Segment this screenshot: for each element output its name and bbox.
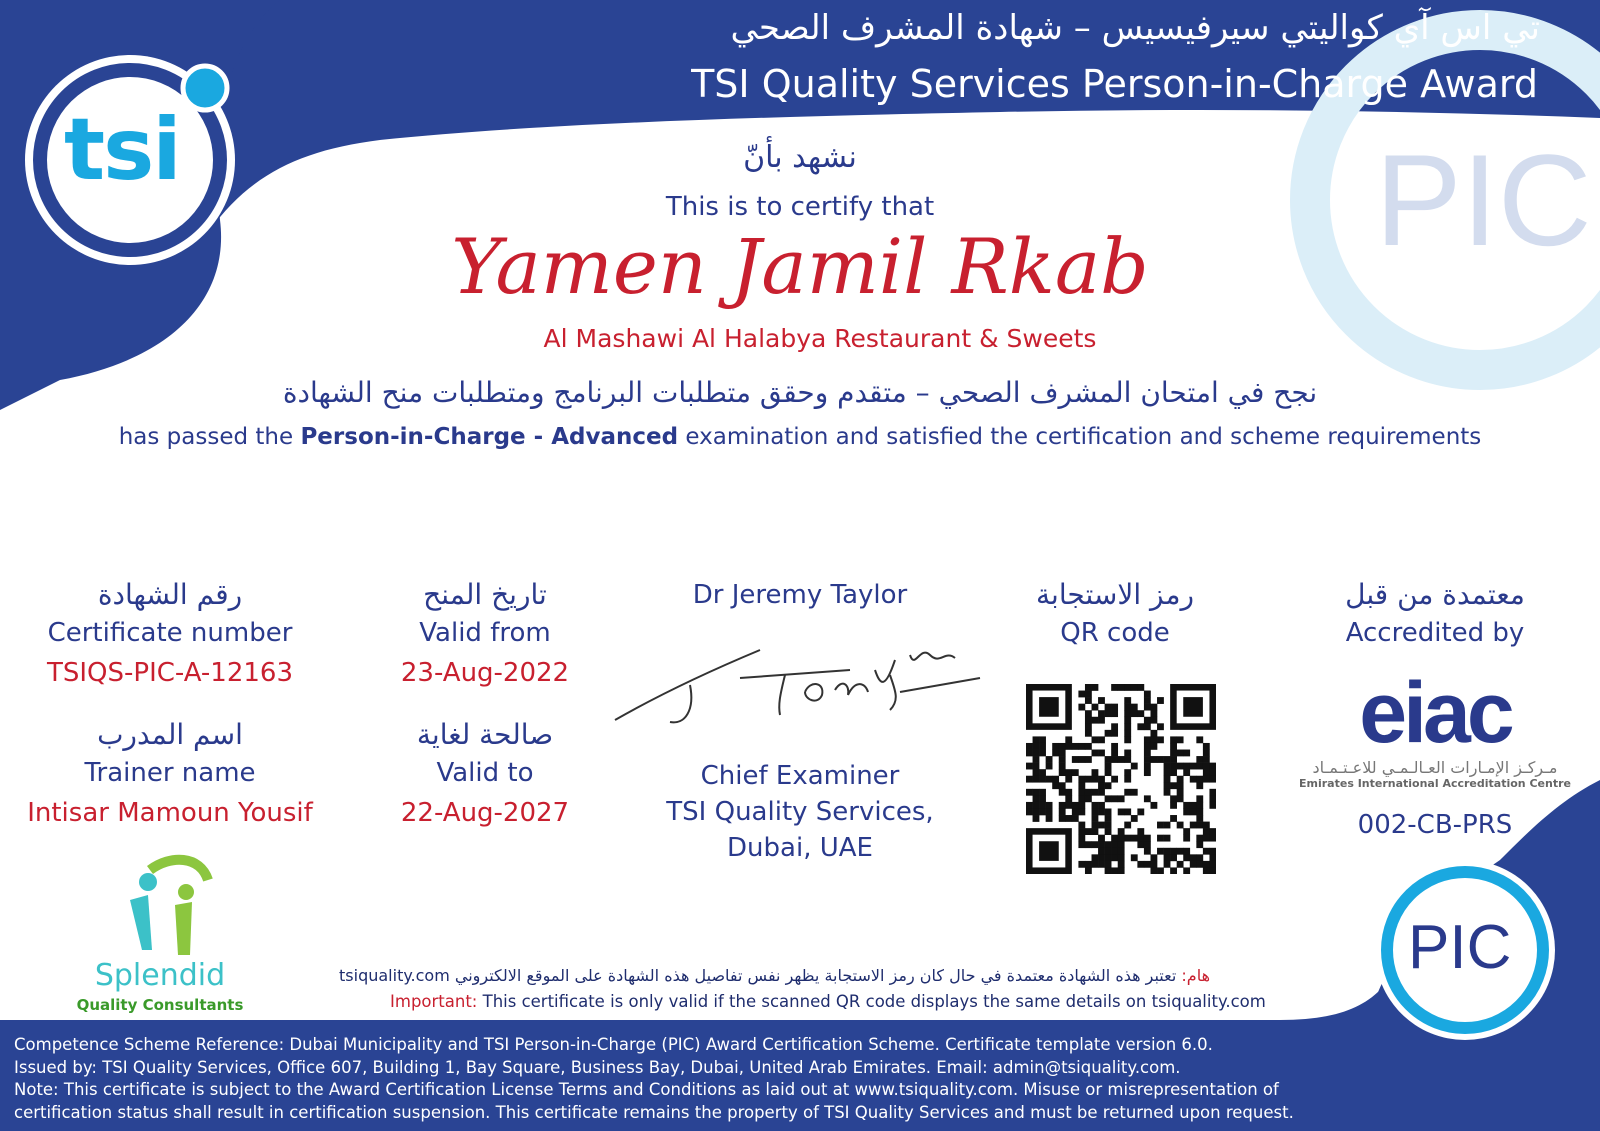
accreditation-label-ar: معتمدة من قبل	[1345, 578, 1525, 611]
accreditation-code: 002-CB-PRS	[1357, 810, 1513, 840]
title-arabic: تي اس آي كواليتي سيرفيسيس – شهادة المشرف الصحي	[730, 8, 1540, 48]
signatory-details	[640, 758, 960, 866]
certify-arabic: نشهد بأنّ	[743, 140, 857, 175]
certificate-number-label-en: Certificate number	[47, 618, 293, 648]
passed-english-level: Person-in-Charge - Advanced	[300, 424, 679, 450]
qr-label-ar: رمز الاستجابة	[1036, 578, 1194, 611]
splendid-logo-text: Splendid	[94, 958, 226, 993]
passed-arabic: نجح في امتحان المشرف الصحي – متقدم وحقق متطلبات البرنامج ومتطلبات منح الشهادة	[282, 376, 1318, 409]
passed-english-pre: has passed the	[118, 424, 294, 450]
recipient-organization: Al Mashawi Al Halabya Restaurant & Sweets	[543, 324, 1097, 353]
important-text-en: This certificate is only valid if the scanned QR code displays the same details on tsiquality.com	[482, 992, 1266, 1011]
footer-line-3: Note: This certificate is subject to the Award Certification License Terms and Conditions as laid out at www.tsiquality.com. Misuse or misrepresentation of	[14, 1080, 1279, 1099]
title-english: TSI Quality Services Person-in-Charge Award	[691, 62, 1538, 106]
valid-to-label-en: Valid to	[436, 758, 534, 788]
valid-from-label-en: Valid from	[419, 618, 551, 648]
eiac-logo	[1290, 665, 1580, 800]
tsi-logo-text: tsi	[64, 100, 180, 200]
signatory-title: Chief Examiner	[700, 761, 900, 791]
tsi-logo-dot	[183, 66, 227, 110]
valid-to-value: 22-Aug-2027	[400, 798, 570, 828]
trainer-block	[10, 718, 330, 838]
valid-to-block	[340, 718, 630, 838]
important-text-ar: تعتبر هذه الشهادة معتمدة في حال كان رمز الاستجابة يظهر نفس تفاصيل هذه الشهادة على الموقع الالكتروني	[454, 966, 1177, 985]
valid-from-block	[340, 578, 630, 698]
footer-notes	[14, 1034, 1294, 1124]
splendid-logo-icon	[120, 850, 220, 960]
recipient-name: Yamen Jamil Rkab	[451, 222, 1149, 311]
important-prefix-ar: هام:	[1181, 966, 1210, 985]
trainer-label-ar: اسم المدرب	[97, 718, 243, 751]
important-note-english	[390, 992, 1266, 1011]
accreditation-block	[1280, 578, 1590, 658]
splendid-logo-subtext: Quality Consultants	[76, 996, 244, 1014]
trainer-label-en: Trainer name	[84, 758, 256, 788]
passed-english	[50, 424, 1550, 450]
footer-line-1: Competence Scheme Reference: Dubai Municipality and TSI Person-in-Charge (PIC) Award Certification Scheme. Certificate template version 6.0.	[14, 1035, 1213, 1054]
certificate-number-block	[10, 578, 330, 698]
footer-line-4: certification status shall result in certification suspension. This certificate remains the property of TSI Quality Services and must be returned upon request.	[14, 1102, 1294, 1122]
footer-line-2: Issued by: TSI Quality Services, Office 607, Building 1, Bay Square, Business Bay, Dubai, United Arab Emirates. Email: admin@tsiquality.com.	[14, 1057, 1181, 1077]
pic-watermark: PIC	[1375, 127, 1592, 273]
signatory-org: TSI Quality Services,	[666, 797, 934, 827]
qr-label-en: QR code	[1060, 618, 1170, 648]
important-note-arabic	[339, 966, 1210, 985]
valid-to-label-ar: صالحة لغاية	[416, 718, 554, 751]
passed-english-post: examination and satisfied the certification and scheme requirements	[685, 424, 1482, 450]
qr-code[interactable]	[1026, 684, 1216, 874]
signature-image	[610, 630, 990, 740]
certify-english: This is to certify that	[665, 192, 935, 222]
trainer-value: Intisar Mamoun Yousif	[27, 798, 313, 828]
valid-from-label-ar: تاريخ المنح	[423, 578, 547, 611]
signatory-location: Dubai, UAE	[727, 833, 873, 863]
accreditation-label-en: Accredited by	[1345, 618, 1525, 648]
eiac-logo-english: Emirates International Accreditation Centre	[1299, 777, 1571, 790]
pic-badge-text: PIC	[1408, 913, 1512, 982]
certificate-number-label-ar: رقم الشهادة	[97, 578, 243, 611]
certificate-number-value: TSIQS-PIC-A-12163	[46, 658, 294, 688]
qr-block	[980, 578, 1250, 658]
signatory-name: Dr Jeremy Taylor	[692, 580, 908, 610]
important-site-ar: tsiquality.com	[339, 966, 450, 985]
valid-from-value: 23-Aug-2022	[400, 658, 570, 688]
important-prefix-en: Important:	[390, 992, 478, 1011]
eiac-logo-arabic: مـركـز الإمـارات العـالـمـي للاعـتـمـاد	[1312, 758, 1558, 777]
eiac-logo-text: eiac	[1359, 665, 1511, 761]
